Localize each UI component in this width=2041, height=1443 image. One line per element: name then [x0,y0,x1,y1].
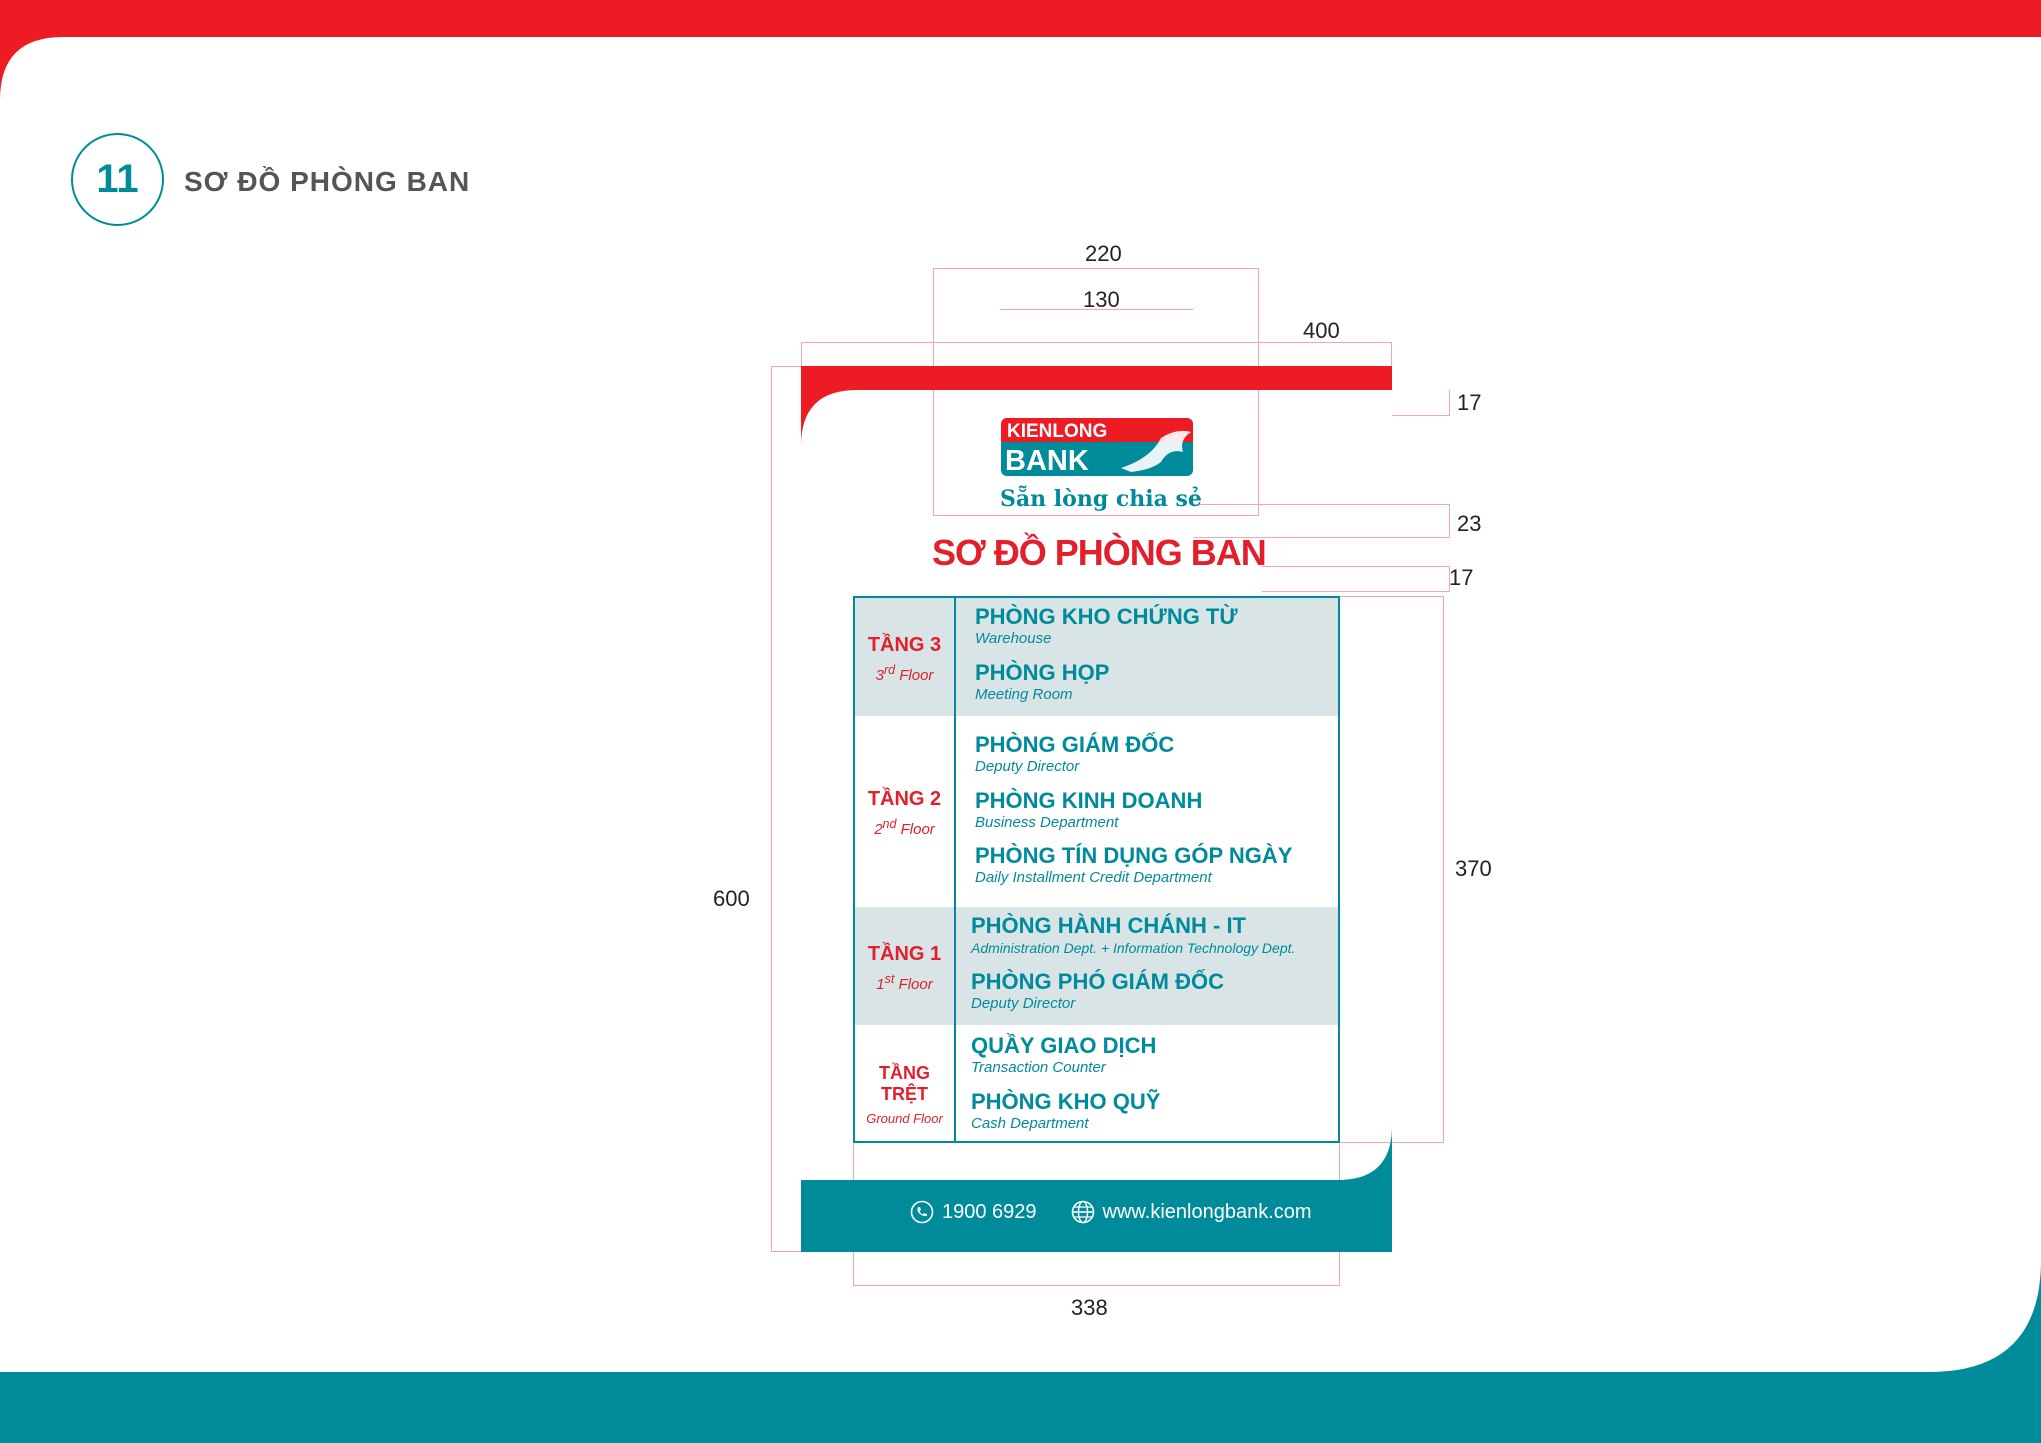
dim-logo-outer: 220 [1085,241,1122,266]
logo-line2: BANK [1005,445,1089,476]
floor-directory-table [853,596,1340,1143]
phone-icon [910,1200,934,1224]
room-vn: PHÒNG HỌP [975,660,1110,685]
room-entry [975,788,1202,832]
dim-title-gap: 17 [1449,565,1474,590]
floor-row-ground [855,1025,1338,1141]
room-vn: PHÒNG KHO QUỸ [971,1089,1161,1114]
floor-label [855,943,954,993]
room-en: Cash Department [971,1115,1089,1132]
floor-row-3 [855,598,1338,716]
globe-icon [1071,1200,1095,1224]
room-vn: PHÒNG HÀNH CHÁNH - IT [971,913,1246,938]
dim-table-width: 338 [1071,1295,1108,1320]
room-vn: PHÒNG KINH DOANH [975,788,1203,813]
guide-top-band [1392,390,1450,416]
room-en: Deputy Director [971,995,1076,1012]
room-vn: PHÒNG TÍN DỤNG GÓP NGÀY [975,843,1293,868]
sign-footer-contact [910,1200,1312,1224]
floor-en: 3rd Floor [875,663,934,684]
floor-en: 2nd Floor [874,817,935,838]
dim-top-band: 17 [1457,390,1482,415]
kienlongbank-logo [1001,418,1193,476]
section-title: SƠ ĐỒ PHÒNG BAN [184,166,471,197]
room-en: Deputy Director [975,758,1080,775]
room-entry [971,1033,1156,1077]
room-entry [971,913,1295,957]
room-en: Transaction Counter [971,1059,1106,1076]
slogan: Sẵn lòng chia sẻ [1000,486,1202,512]
room-vn: QUẦY GIAO DỊCH [971,1033,1157,1058]
floor-vn: TẦNG 2 [867,788,942,810]
dim-sign-height: 600 [713,886,750,911]
sign-title: SƠ ĐỒ PHÒNG BAN [932,532,1266,573]
dim-logo-gap: 23 [1457,511,1482,536]
phone-number: 1900 6929 [942,1200,1037,1223]
logo-line1: KIENLONG [1007,421,1108,442]
floor-vn: TẦNG 1 [867,943,942,965]
floor-row-1 [855,907,1338,1025]
room-entry [971,969,1224,1013]
room-en: Business Department [975,814,1119,831]
room-en: Warehouse [975,630,1052,647]
floor-vn: TẦNG 3 [867,634,942,656]
floor-vn: TẦNG TRỆT [879,1063,930,1104]
floor-label [855,634,954,684]
floor-en: Ground Floor [866,1111,943,1126]
room-vn: PHÒNG PHÓ GIÁM ĐỐC [971,969,1225,994]
section-number: 11 [96,157,139,201]
floor-row-2 [855,716,1338,907]
room-entry [975,660,1109,704]
section-number-badge [71,133,164,226]
room-en: Administration Dept. + Information Technology Dept. [971,940,1296,956]
room-vn: PHÒNG KHO CHỨNG TỪ [975,604,1238,629]
guide-sign-height [771,366,801,1252]
floor-label [855,788,954,838]
floor-label [855,1063,954,1126]
floor-en: 1st Floor [876,972,933,993]
dim-sign-width: 400 [1303,318,1340,343]
room-entry [975,604,1238,648]
room-entry [971,1089,1160,1133]
room-entry [975,732,1174,776]
website-url: www.kienlongbank.com [1102,1200,1312,1223]
table-column-divider [954,598,956,1141]
room-en: Meeting Room [975,686,1073,703]
room-entry [975,843,1292,887]
dim-table-height: 370 [1455,856,1492,881]
room-vn: PHÒNG GIÁM ĐỐC [975,732,1175,757]
room-en: Daily Installment Credit Department [975,869,1212,886]
dim-logo-inner: 130 [1083,287,1120,312]
